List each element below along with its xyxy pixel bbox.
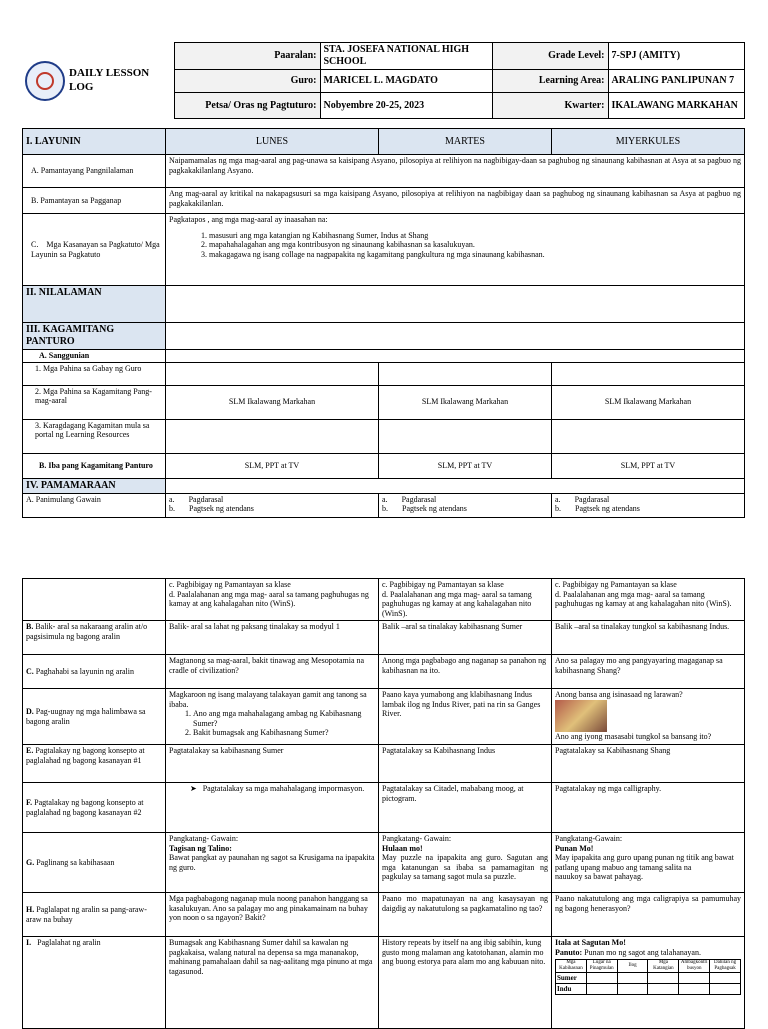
step-h-lunes: Mga pagbabagong naganap mula noong panahon hanggang sa kasalukuyan. Ano sa palagay mo ang pinakamainam na buhay yon noon o sa ngayon? Bakit? [166, 893, 379, 937]
step-e-martes: Pagtatalakay sa Kabihasnang Indus [379, 745, 552, 783]
answer-cell[interactable] [679, 984, 710, 995]
letter-d: D. [26, 706, 34, 716]
letter-a: A. [31, 166, 39, 176]
day-miyerkules: MIYERKULES [552, 129, 745, 155]
step-c-miyerkules: Ano sa palagay mo ang pangyayaring magaganap sa kabihasnang Shang? [552, 655, 745, 689]
step-h-miyerkules: Paano nakatutulong ang mga caligrapiya sa pamumuhay ng bagong henerasyon? [552, 893, 745, 937]
guro-value: MARICEL L. MAGDATO [320, 70, 492, 93]
layunin-b-value: Ang mag-aaral ay kritikal na nakapagsusuri sa mga kaisipang Asyano, pilosopiya at relihiyon na nagbibigay daan sa paghubog ng sinaunang kabihasnan sa Asya at pagbuo ng pagkakakilanlan. [166, 188, 745, 214]
cell [166, 362, 379, 385]
mini-row-label: Sumer [556, 973, 587, 984]
lesson-table [22, 128, 745, 518]
layunin-c-intro: Pagkatapos , ang mga mag-aaral ay inaasahan na: [169, 215, 328, 224]
cont-martes: c. Pagbibigay ng Pamantayan sa klase d. Paalalahanan ang mga mag- aaral sa tamang paghuhugas ng kamay at ang kahalagahan nito (WinS). [379, 579, 552, 621]
list-marker: b. [169, 504, 175, 514]
step-i-miyerkules [552, 937, 745, 1029]
gawain-text: May ipapakita ang guro upang punan ng titik ang bawat patlang upang mabuo ang tamang salita na nauukoy sa bawat pahayag. [555, 853, 734, 882]
step-f-martes: Pagtatalakay sa Citadel, mababang moog, at pictogram. [379, 783, 552, 833]
layunin-c-list [169, 231, 741, 260]
step-g-label [23, 833, 166, 893]
gawain-head: Pangkatang-Gawain: [555, 834, 623, 843]
cont-miyerkules: c. Pagbibigay ng Pamantayan sa klase d. Paalalahanan ang mga mag- aaral sa tamang paghuhugas ng kamay at ang kahalagahan nito (WinS). [552, 579, 745, 621]
step-d-martes: Paano kaya yumabong ang klabihasnang Indus lambak ilog ng Indus River, pati na rin sa Ganges River. [379, 689, 552, 745]
gawain-title: Hulaan mo! [382, 843, 423, 853]
step-d-list [169, 709, 375, 738]
grade-value: 7-SPJ (AMITY) [608, 43, 744, 70]
lesson-table-continued [22, 578, 745, 1029]
panuto-text: Punan mo ng sagot ang talahanayan. [582, 947, 701, 957]
step-b-miyerkules: Balik –aral sa tinalakay tungkol sa kabihasnang Indus. [552, 621, 745, 655]
answer-cell[interactable] [710, 984, 741, 995]
step-d-miyerkules [552, 689, 745, 745]
step-d-question: Ano ang iyong masasabi tungkol sa bansang ito? [555, 731, 712, 741]
step-e-lunes: Pagtatalakay sa kabihasnang Sumer [166, 745, 379, 783]
step-h-label [23, 893, 166, 937]
karagdagang-kagamitan-label: 3. Karagdagang Kagamitan mula sa portal ng Learning Resources [23, 419, 166, 453]
step-label: Paglalapat ng aralin sa pang-araw-araw na buhay [26, 904, 147, 924]
step-d-question: Anong bansa ang isinasaad ng larawan? [555, 690, 683, 699]
step-g-lunes [166, 833, 379, 893]
answer-cell[interactable] [679, 973, 710, 984]
mini-header: Mga Katangian [648, 960, 679, 973]
step-f-miyerkules: Pagtatalakay ng mga calligraphy. [552, 783, 745, 833]
answer-cell[interactable] [710, 973, 741, 984]
cell [166, 419, 379, 453]
mini-header: Ilog [617, 960, 648, 973]
layunin-a-text: Pamantayang Pangnilalaman [40, 166, 134, 176]
layunin-heading: I. LAYUNIN [23, 129, 166, 155]
step-i-lunes: Bumagsak ang Kabihasnang Sumer dahil sa kawalan ng pagkakaisa, walang natural na depensa sa mga mananakop, mahinang pamahalaan dahil sa nag-aalitang mga pinuno at mga tagasunod. [166, 937, 379, 1029]
list-item: Pagtsek ng atendans [575, 504, 640, 514]
gawain-text: Bawat pangkat ay paunahan ng sagot sa Krusigama na ipapakita ng guro. [169, 853, 375, 872]
day-martes: MARTES [379, 129, 552, 155]
sanggunian-label: A. Sanggunian [23, 350, 166, 363]
kagamitan-value [166, 323, 745, 350]
letter-g: G. [26, 857, 35, 867]
slm-miyerkules: SLM Ikalawang Markahan [552, 385, 745, 419]
iba-pang-kagamitan-label: B. Iba pang Kagamitang Panturo [23, 453, 166, 478]
mini-header: Lugar na Pinagmulan [586, 960, 617, 973]
list-marker: a. [382, 494, 388, 504]
step-i-label [23, 937, 166, 1029]
list-item: Pagdarasal [188, 494, 224, 504]
gawain-head: Pangkatang- Gawain: [169, 834, 239, 843]
layunin-c-text: Mga Kasanayan sa Pagkatuto/ Mga Layunin sa Pagkatuto [31, 239, 160, 259]
step-c-label [23, 655, 166, 689]
logo-cell [22, 43, 174, 119]
list-item: Pagtsek ng atendans [189, 504, 254, 514]
step-b-lunes: Balik- aral sa lahat ng paksang tinalakay sa modyul 1 [166, 621, 379, 655]
mini-header: Dahilan ng Pagbagsak [710, 960, 741, 973]
step-f-label [23, 783, 166, 833]
step-label: Balik- aral sa nakaraang aralin at/o pagsisimula ng bagong aralin [26, 622, 148, 641]
gawain-title: Tagisan ng Talino: [169, 843, 232, 853]
kagamitan-heading: III. KAGAMITANG PANTURO [23, 323, 166, 350]
step-f-lunes [166, 783, 379, 833]
list-marker: b. [555, 504, 561, 514]
answer-cell[interactable] [586, 973, 617, 984]
gawain-title: Punan Mo! [555, 843, 594, 853]
step-e-label [23, 745, 166, 783]
step-i-martes: History repeats by itself na ang ibig sabihin, kung gusto mong malaman ang katotohanan, alamin mo ang buong estorya para alam mo ang kabuuan nito. [379, 937, 552, 1029]
panuto-label: Panuto: [555, 947, 583, 957]
letter-f: F. [26, 797, 33, 807]
iba-martes: SLM, PPT at TV [379, 453, 552, 478]
arrow-bullet-icon: ➤ [190, 784, 197, 793]
step-label: Paglinang sa kabihasaan [36, 857, 115, 867]
list-item: 1. Ano ang mga mahahalagang ambag ng Kabihasnang Sumer? [193, 709, 375, 728]
kwarter-label: Kwarter: [492, 93, 608, 119]
step-c-lunes: Magtanong sa mag-aaral, bakit tinawag ang Mesopotamia na cradle of civilization? [166, 655, 379, 689]
step-label: Paglalahat ng aralin [37, 938, 101, 947]
mini-row-label: Indu [556, 984, 587, 995]
list-marker: a. [555, 494, 561, 504]
layunin-b-text: Pamantayan sa Pagganap [40, 195, 122, 205]
iba-miyerkules: SLM, PPT at TV [552, 453, 745, 478]
step-d-text: Magkaroon ng isang malayang talakayan gamit ang tanong sa ibaba. [169, 690, 367, 709]
mini-header: Ambagkontri busyon [679, 960, 710, 973]
layunin-c-label [23, 214, 166, 286]
step-label: Pag-uugnay ng mga halimbawa sa bagong aralin [26, 706, 146, 726]
area-value: ARALING PANLIPUNAN 7 [608, 70, 744, 93]
gawain-head: Pangkatang- Gawain: [382, 834, 452, 843]
step-d-label [23, 689, 166, 745]
pamamaraan-value [166, 478, 745, 493]
iba-lunes: SLM, PPT at TV [166, 453, 379, 478]
petsa-label: Petsa/ Oras ng Pagtuturo: [174, 93, 320, 119]
list-item: Pagdarasal [574, 494, 610, 504]
answer-cell[interactable] [586, 984, 617, 995]
letter-c: C. [26, 666, 34, 676]
step-f-text: Pagtatalakay sa mga mahahalagang impormasyon. [202, 784, 365, 793]
cell [379, 362, 552, 385]
step-e-miyerkules: Pagtatalakay sa Kabihasnang Shang [552, 745, 745, 783]
panimulang-gawain-label: A. Panimulang Gawain [23, 493, 166, 517]
layunin-a-value: Naipamamalas ng mga mag-aaral ang pag-unawa sa kaisipang Asyano, pilosopiya at relihiyon na nagbibigay-daan sa paghubog ng sinaunang kabihasnan at Asya at sa pagbuo ng pagkakakilanlang Asyano. [166, 155, 745, 188]
step-c-martes: Anong mga pagbabago ang naganap sa panahon ng kabihasnan na ito. [379, 655, 552, 689]
step-g-martes [379, 833, 552, 893]
page-title: DAILY LESSON LOG [69, 67, 150, 93]
list-item: 3. makagagawa ng isang collage na nagpapakita ng kagamitang pangkultura ng mga sinaunang kabihasnan. [209, 250, 741, 260]
step-label: Paghahabi sa layunin ng aralin [35, 666, 134, 676]
sanggunian-value [166, 350, 745, 363]
step-b-martes: Balik –aral sa tinalakay kabihasnang Sumer [379, 621, 552, 655]
cont-lunes: c. Pagbibigay ng Pamantayan sa klase d. Paalalahanan ang mga mag- aaral sa tamang paghuhugas ng kamay at ang kahalagahan nito (WinS). [166, 579, 379, 621]
cell [552, 362, 745, 385]
letter-b: B. [31, 195, 39, 205]
panimulang-miyerkules [552, 493, 745, 517]
day-lunes: LUNES [166, 129, 379, 155]
letter-h: H. [26, 904, 35, 914]
panimulang-martes [379, 493, 552, 517]
letter-c: C. [31, 239, 39, 249]
step-b-label [23, 621, 166, 655]
list-marker: b. [382, 504, 388, 514]
kagamitan-mag-aaral-label: 2. Mga Pahina sa Kagamitang Pang-mag-aaral [23, 385, 166, 419]
answer-cell[interactable] [617, 973, 648, 984]
list-item: Pagdarasal [401, 494, 437, 504]
country-photo [555, 700, 607, 732]
itala-title: Itala at Sagutan Mo! [555, 938, 626, 947]
grade-label: Grade Level: [492, 43, 608, 70]
nilalaman-heading: II. NILALAMAN [23, 286, 166, 323]
kwarter-value: IKALAWANG MARKAHAN [608, 93, 744, 119]
list-item: 2. Bakit bumagsak ang Kabihasnang Sumer? [193, 728, 375, 738]
cell [379, 419, 552, 453]
mini-header: Mga Kabihasnan [556, 960, 587, 973]
gawain-text: May puzzle na ipapakita ang guro. Sagutan ang mga katanungan sa ibaba sa pamamagitan ng pagkulay sa tamang sagot mula sa puzzle. [382, 853, 548, 882]
step-d-lunes [166, 689, 379, 745]
slm-lunes: SLM Ikalawang Markahan [166, 385, 379, 419]
layunin-a-label [23, 155, 166, 188]
nilalaman-value [166, 286, 745, 323]
letter-b: B. [26, 622, 34, 631]
list-marker: a. [169, 494, 175, 504]
step-label: Pagtalakay ng bagong konsepto at paglalahad ng bagong kasanayan #2 [26, 797, 144, 817]
gabay-guro-label: 1. Mga Pahina sa Gabay ng Guro [23, 362, 166, 385]
deped-seal-icon [25, 61, 65, 101]
answer-cell[interactable] [648, 973, 679, 984]
step-g-miyerkules [552, 833, 745, 893]
paaralan-value: STA. JOSEFA NATIONAL HIGH SCHOOL [320, 43, 492, 70]
step-h-martes: Paano mo mapatunayan na ang kasaysayan ng daigdig ay nakatutulong sa pagkamatalino ng tao? [379, 893, 552, 937]
list-item: 2. mapahahalagahan ang mga kontribusyon ng sinaunang kabihasnan sa kasalukuyan. [209, 240, 741, 250]
letter-i: I. [26, 938, 32, 947]
cell [552, 419, 745, 453]
cell [23, 579, 166, 621]
list-item: 1. masusuri ang mga katangian ng Kabihasnang Sumer, Indus at Shang [209, 231, 741, 241]
sagutan-table [555, 959, 741, 995]
answer-cell[interactable] [617, 984, 648, 995]
panimulang-lunes [166, 493, 379, 517]
paaralan-label: Paaralan: [174, 43, 320, 70]
pamamaraan-heading: IV. PAMAMARAAN [23, 478, 166, 493]
layunin-c-value [166, 214, 745, 286]
answer-cell[interactable] [648, 984, 679, 995]
list-item: Pagtsek ng atendans [402, 504, 467, 514]
letter-e: E. [26, 746, 34, 755]
area-label: Learning Area: [492, 70, 608, 93]
header-table [22, 42, 745, 119]
guro-label: Guro: [174, 70, 320, 93]
layunin-b-label [23, 188, 166, 214]
slm-martes: SLM Ikalawang Markahan [379, 385, 552, 419]
petsa-value: Nobyembre 20-25, 2023 [320, 93, 492, 119]
step-label: Pagtalakay ng bagong konsepto at paglalahad ng bagong kasanayan #1 [26, 746, 145, 765]
